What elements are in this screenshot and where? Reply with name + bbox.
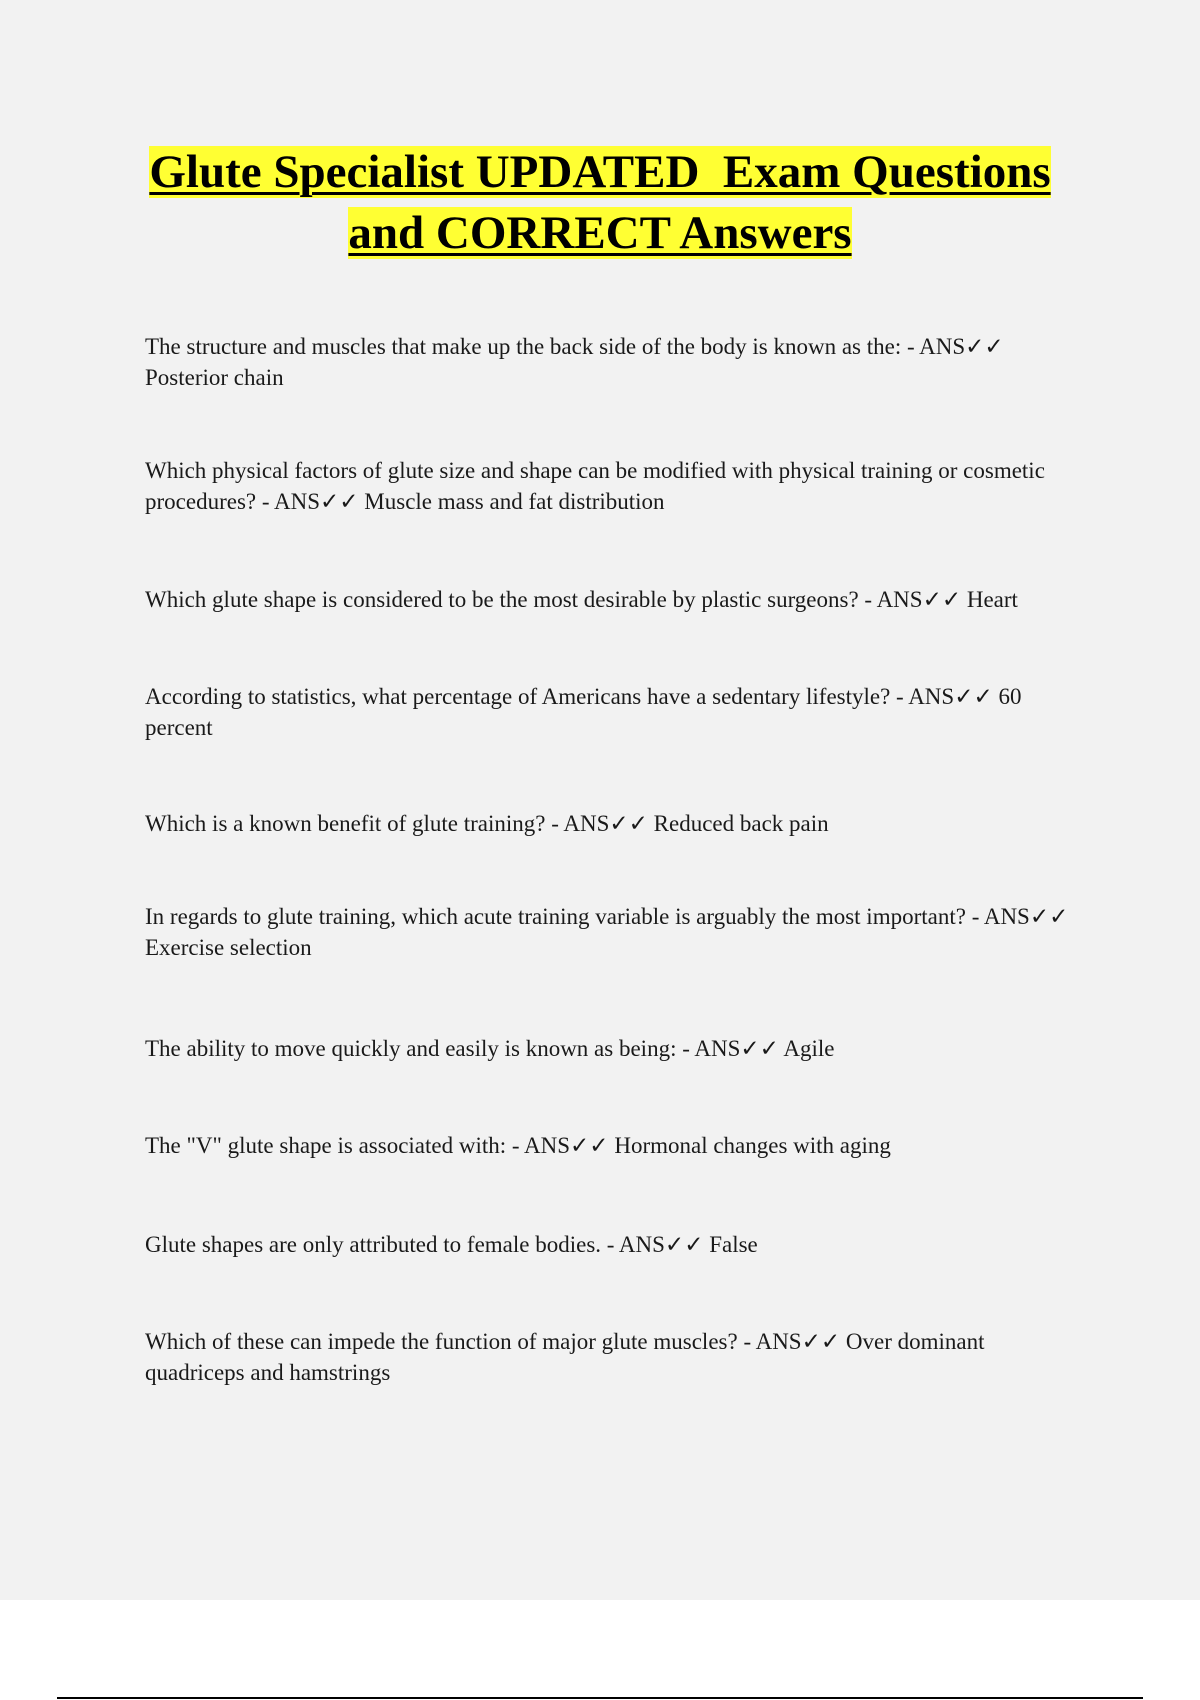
qa-item-3: Which glute shape is considered to be the most desirable by plastic surgeons? - ANS✓✓ Heart xyxy=(145,587,1018,612)
qa-item-7: The ability to move quickly and easily is known as being: - ANS✓✓ Agile xyxy=(145,1036,835,1061)
title-line-1: Glute Specialist UPDATED Exam Questions xyxy=(149,146,1051,198)
title-line-2: and CORRECT Answers xyxy=(348,207,852,259)
qa-item-6: In regards to glute training, which acute training variable is arguably the most important? - ANS✓✓ Exercise selection xyxy=(145,904,1069,960)
qa-item-4: According to statistics, what percentage of Americans have a sedentary lifestyle? - ANS✓✓ 60 percent xyxy=(145,684,1022,740)
qa-item-8: The "V" glute shape is associated with: - ANS✓✓ Hormonal changes with aging xyxy=(145,1133,891,1158)
qa-item-5: Which is a known benefit of glute training? - ANS✓✓ Reduced back pain xyxy=(145,811,829,836)
document-title xyxy=(100,142,1100,264)
footer-divider xyxy=(57,1697,1143,1699)
qa-item-1: The structure and muscles that make up the back side of the body is known as the: - ANS✓✓ Posterior chain xyxy=(145,334,1004,390)
qa-item-9: Glute shapes are only attributed to female bodies. - ANS✓✓ False xyxy=(145,1232,758,1257)
qa-item-10: Which of these can impede the function of major glute muscles? - ANS✓✓ Over dominant quadriceps and hamstrings xyxy=(145,1329,985,1385)
qa-item-2: Which physical factors of glute size and shape can be modified with physical training or cosmetic procedures? - ANS✓✓ Muscle mass and fat distribution xyxy=(145,458,1045,514)
